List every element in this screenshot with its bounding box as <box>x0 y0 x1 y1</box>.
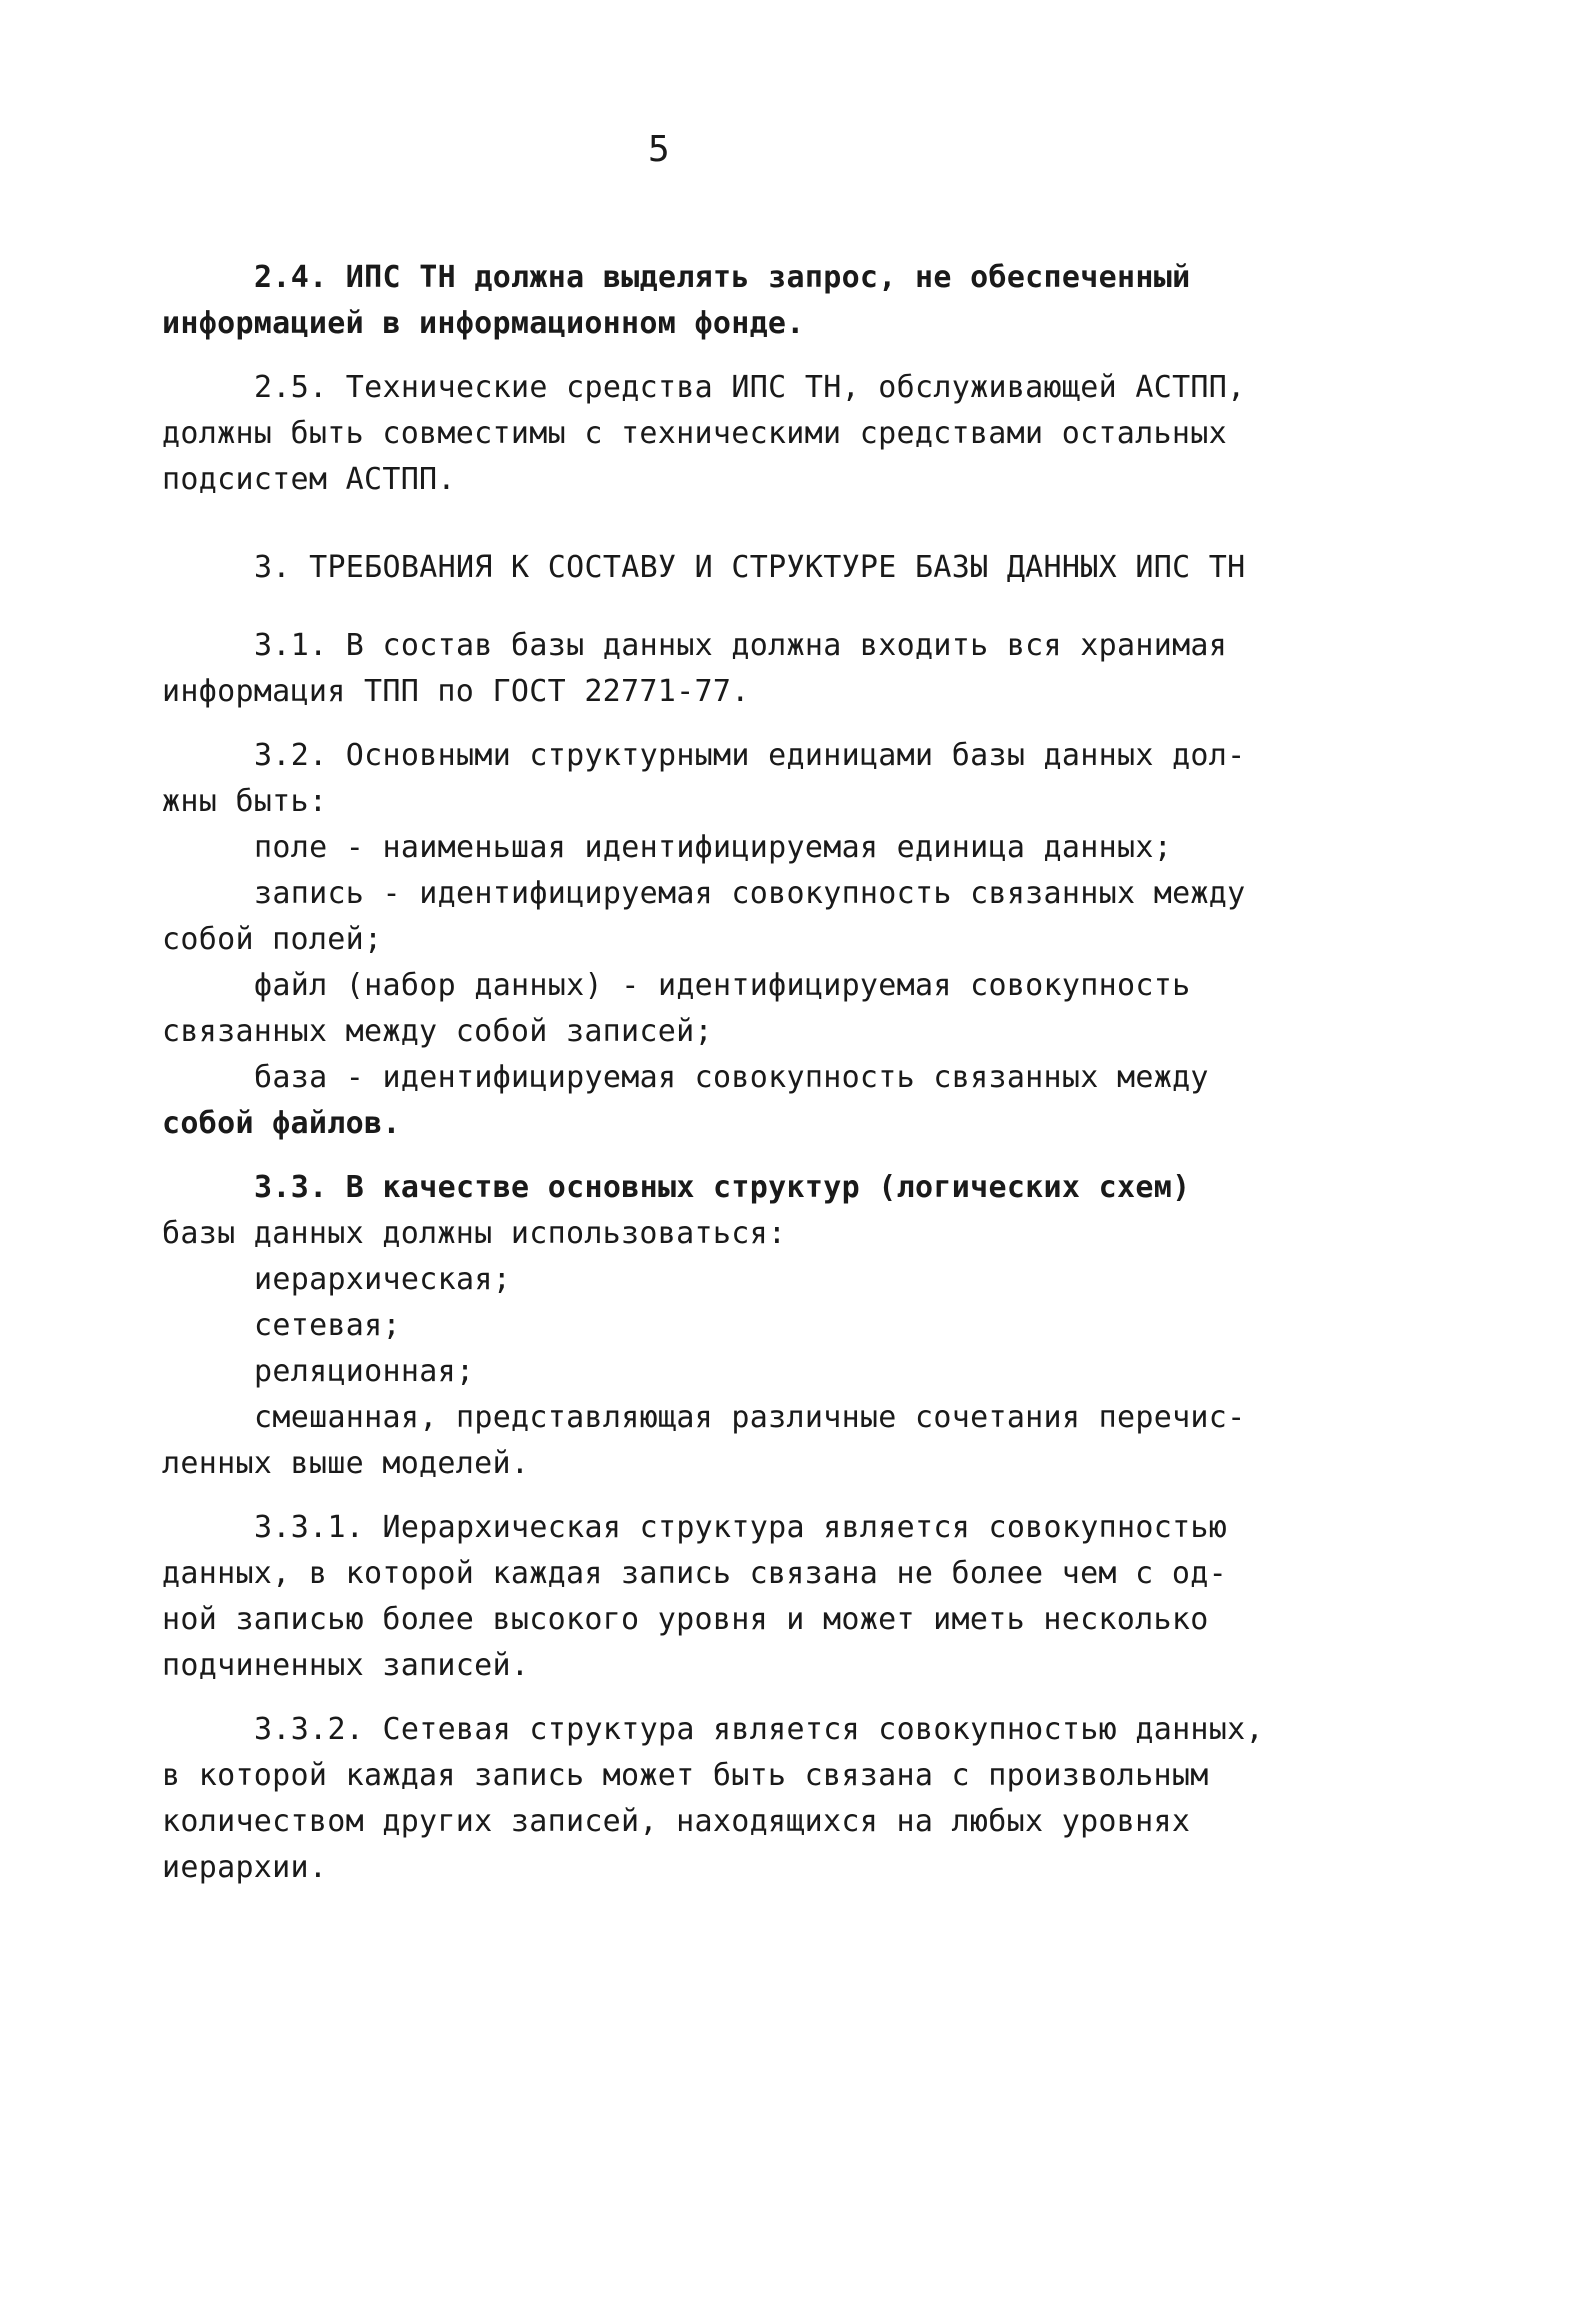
section-3-heading: 3. ТРЕБОВАНИЯ К СОСТАВУ И СТРУКТУРЕ БАЗЫ ДАННЫХ ИПС ТН <box>254 550 1246 585</box>
paragraph-3-3-2-line-1: 3.3.2. Сетевая структура является совокупностью данных, <box>254 1712 1264 1747</box>
paragraph-3-3-2-line-2: в которой каждая запись может быть связана с произвольным <box>162 1758 1209 1793</box>
paragraph-3-3-line-2: базы данных должны использоваться: <box>162 1216 787 1251</box>
paragraph-2-4-line-2: информацией в информационном фонде. <box>162 306 805 341</box>
paragraph-3-1-line-1: 3.1. В состав базы данных должна входить вся хранимая <box>254 628 1228 663</box>
page-number: 5 <box>648 129 670 170</box>
paragraph-2-4-line-1: 2.4. ИПС ТН должна выделять запрос, не обеспеченный <box>254 260 1191 295</box>
paragraph-3-3-2-line-4: иерархии. <box>162 1850 328 1885</box>
list-item-network: сетевая; <box>254 1308 401 1343</box>
paragraph-3-3-1-line-2: данных, в которой каждая запись связана не более чем с од- <box>162 1556 1227 1591</box>
paragraph-2-5-line-1: 2.5. Технические средства ИПС ТН, обслуживающей АСТПП, <box>254 370 1246 405</box>
list-item-base-line-1: база - идентифицируемая совокупность связанных между <box>254 1060 1209 1095</box>
paragraph-3-3-1-line-1: 3.3.1. Иерархическая структура является совокупностью <box>254 1510 1228 1545</box>
paragraph-3-1-line-2: информация ТПП по ГОСТ 22771-77. <box>162 674 750 709</box>
paragraph-2-5-line-3: подсистем АСТПП. <box>162 462 456 497</box>
paragraph-3-3-1-line-4: подчиненных записей. <box>162 1648 530 1683</box>
paragraph-3-3-1-line-3: ной записью более высокого уровня и может иметь несколько <box>162 1602 1209 1637</box>
list-item-record-line-1: запись - идентифицируемая совокупность связанных между <box>254 876 1246 911</box>
list-item-hierarchical: иерархическая; <box>254 1262 512 1297</box>
paragraph-2-5-line-2: должны быть совместимы с техническими средствами остальных <box>162 416 1227 451</box>
paragraph-3-3-line-1: 3.3. В качестве основных структур (логических схем) <box>254 1170 1191 1205</box>
paragraph-3-2-line-2: жны быть: <box>162 784 328 819</box>
list-item-mixed-line-1: смешанная, представляющая различные сочетания перечис- <box>254 1400 1246 1435</box>
list-item-field: поле - наименьшая идентифицируемая единица данных; <box>254 830 1173 865</box>
list-item-file-line-1: файл (набор данных) - идентифицируемая совокупность <box>254 968 1191 1003</box>
paragraph-3-2-line-1: 3.2. Основными структурными единицами базы данных дол- <box>254 738 1246 773</box>
paragraph-3-3-2-line-3: количеством других записей, находящихся на любых уровнях <box>162 1804 1191 1839</box>
list-item-relational: реляционная; <box>254 1354 475 1389</box>
list-item-record-line-2: собой полей; <box>162 922 383 957</box>
list-item-base-line-2: собой файлов. <box>162 1106 401 1141</box>
list-item-mixed-line-2: ленных выше моделей. <box>162 1446 530 1481</box>
list-item-file-line-2: связанных между собой записей; <box>162 1014 713 1049</box>
